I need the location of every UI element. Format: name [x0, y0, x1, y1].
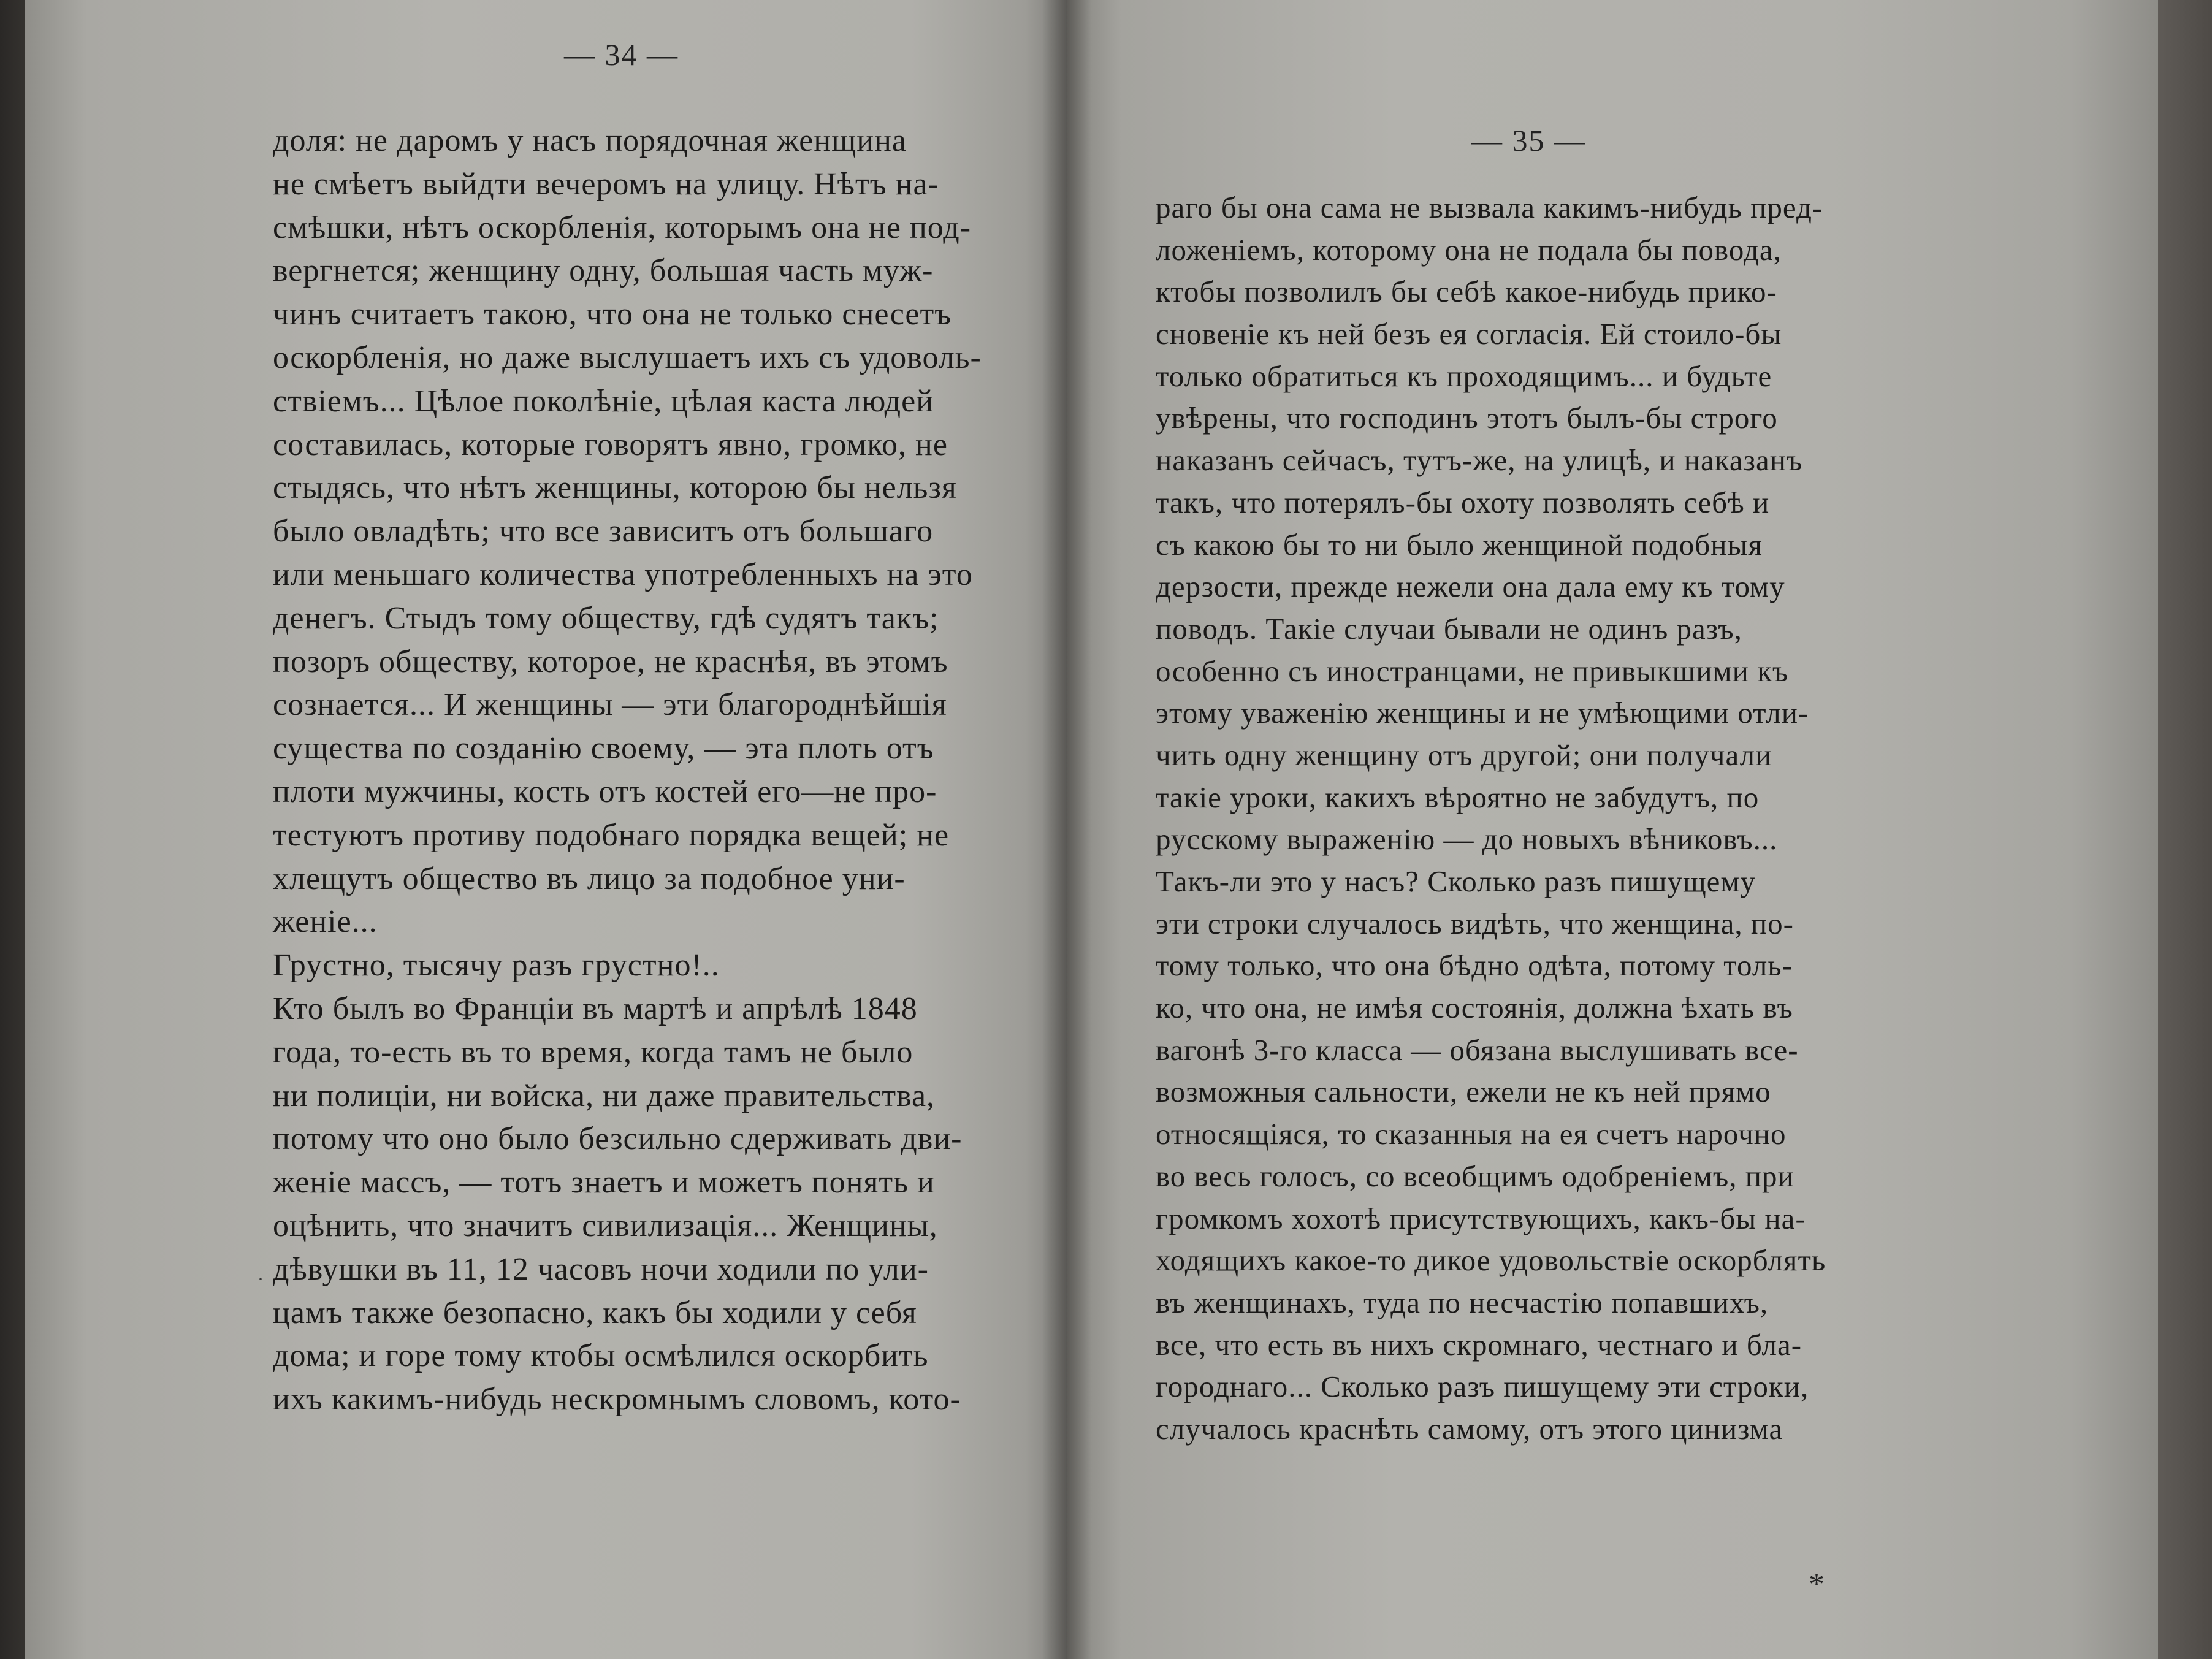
text-line: доля: не даромъ у насъ порядочная женщина: [273, 123, 907, 158]
text-line: женіе...: [273, 904, 378, 940]
text-line: денегъ. Стыдъ тому обществу, гдѣ судятъ такъ;: [273, 600, 939, 636]
page-number-left: — 34 —: [564, 37, 679, 72]
text-line: плоти мужчины, кость отъ костей его—не про-: [273, 774, 937, 809]
text-line: не смѣетъ выйдти вечеромъ на улицу. Нѣтъ на-: [273, 166, 939, 202]
text-line: раго бы она сама не вызвала какимъ-нибудь пред-: [1156, 191, 1823, 224]
text-line: все, что есть въ нихъ скромнаго, честнаго и бла-: [1156, 1327, 1802, 1362]
text-line: ствіемъ... Цѣлое поколѣніе, цѣлая каста людей: [273, 383, 934, 419]
text-line: Кто былъ во Франціи въ мартѣ и апрѣлѣ 1848: [273, 991, 918, 1026]
text-line: дѣвушки въ 11, 12 часовъ ночи ходили по ули-: [273, 1251, 929, 1287]
text-line: составилась, которые говорятъ явно, громко, не: [273, 427, 948, 462]
text-line: такіе уроки, какихъ вѣроятно не забудутъ, по: [1156, 780, 1760, 814]
text-line: ихъ какимъ-нибудь нескромнымъ словомъ, кото-: [273, 1382, 961, 1417]
text-line: возможныя сальности, ежели не къ ней прямо: [1156, 1075, 1771, 1109]
text-line: наказанъ сейчасъ, тутъ-же, на улицѣ, и наказанъ: [1156, 443, 1803, 478]
text-line: этому уваженію женщины и не умѣющими отли-: [1156, 696, 1809, 730]
page-number-right: — 35 —: [1471, 123, 1586, 158]
text-line: вагонѣ 3-го класса — обязана выслушивать все-: [1156, 1032, 1799, 1067]
text-line: ходящихъ какое-то дикое удовольствіе оскорблять: [1156, 1243, 1826, 1278]
text-line: оскорбленія, но даже выслушаетъ ихъ съ удоволь-: [273, 340, 982, 375]
ink-speck: ·: [257, 1269, 264, 1289]
text-line: существа по созданію своему, — эта плоть отъ: [273, 731, 934, 766]
text-line: ко, что она, не имѣя состоянія, должна ѣхать въ: [1156, 991, 1793, 1025]
left-page-text: [273, 120, 1067, 1422]
text-line: съ какою бы то ни было женщиной подобныя: [1156, 527, 1763, 562]
text-line: во весь голосъ, со всеобщимъ одобреніемъ, при: [1156, 1159, 1794, 1193]
text-line: громкомъ хохотѣ присутствующихъ, какъ-бы на-: [1156, 1201, 1806, 1235]
text-line: дерзости, прежде нежели она дала ему къ тому: [1156, 570, 1785, 604]
text-line: ни полиціи, ни войска, ни даже правительства,: [273, 1078, 936, 1113]
text-line: женіе массъ, — тотъ знаетъ и можетъ понять и: [273, 1165, 935, 1200]
text-line: оцѣнить, что значитъ сивилизація... Женщины,: [273, 1208, 938, 1243]
text-line: сознается... И женщины — эти благороднѣйшія: [273, 687, 947, 723]
text-line: относящіяся, то сказанныя на ея счетъ нарочно: [1156, 1117, 1787, 1151]
text-line: или меньшаго количества употребленныхъ на это: [273, 557, 973, 592]
text-line: чить одну женщину отъ другой; они получали: [1156, 738, 1772, 772]
text-line: цамъ также безопасно, какъ бы ходили у себя: [273, 1295, 917, 1330]
text-line: дома; и горе тому ктобы осмѣлился оскорбить: [273, 1338, 929, 1374]
text-line: было овладѣть; что все зависитъ отъ большаго: [273, 514, 934, 549]
text-line: только обратиться къ проходящимъ... и будьте: [1156, 359, 1772, 393]
text-line: поводъ. Такіе случаи бывали не одинъ разъ,: [1156, 611, 1742, 646]
text-line: тому только, что она бѣдно одѣта, потому толь-: [1156, 948, 1793, 983]
text-line: увѣрены, что господинъ этотъ былъ-бы строго: [1156, 401, 1778, 435]
text-line: сновеніе къ ней безъ ея согласія. Ей стоило-бы: [1156, 317, 1782, 351]
text-line: тестуютъ противу подобнаго порядка вещей; не: [273, 817, 950, 853]
text-line: вергнется; женщину одну, большая часть муж-: [273, 253, 934, 289]
text-line: стыдясь, что нѣтъ женщины, которою бы нельзя: [273, 470, 957, 506]
right-page-text: [1156, 187, 2057, 1451]
text-line: городнаго... Сколько разъ пишущему эти строки,: [1156, 1370, 1809, 1404]
text-line: смѣшки, нѣтъ оскорбленія, которымъ она не под-: [273, 210, 972, 245]
text-line: года, то-есть въ то время, когда тамъ не было: [273, 1034, 913, 1070]
text-line: чинъ считаетъ такою, что она не только снесетъ: [273, 297, 952, 332]
text-line: русскому выраженію — до новыхъ вѣниковъ...: [1156, 822, 1778, 856]
text-line: позоръ обществу, которое, не краснѣя, въ этомъ: [273, 644, 948, 679]
text-line: хлещутъ общество въ лицо за подобное уни-: [273, 861, 906, 896]
text-line: въ женщинахъ, туда по несчастію попавшихъ,: [1156, 1285, 1769, 1319]
text-line: особенно съ иностранцами, не привыкшими къ: [1156, 654, 1789, 688]
text-line: эти строки случалось видѣть, что женщина, по-: [1156, 906, 1794, 940]
footer-asterisk: *: [1809, 1567, 1825, 1602]
right-page: [1067, 0, 2158, 1659]
text-line: случалось краснѣть самому, отъ этого цинизма: [1156, 1411, 1783, 1446]
text-line: Грустно, тысячу разъ грустно!..: [273, 948, 720, 983]
left-page: [25, 0, 1067, 1659]
book-gutter: [1042, 0, 1091, 1659]
text-line: ложеніемъ, которому она не подала бы повода,: [1156, 232, 1782, 267]
text-line: такъ, что потерялъ-бы охоту позволять себѣ и: [1156, 485, 1770, 519]
text-line: Такъ-ли это у насъ? Сколько разъ пишущему: [1156, 864, 1756, 898]
text-line: потому что оно было безсильно сдерживать дви-: [273, 1121, 963, 1157]
text-line: ктобы позволилъ бы себѣ какое-нибудь прико-: [1156, 275, 1777, 309]
